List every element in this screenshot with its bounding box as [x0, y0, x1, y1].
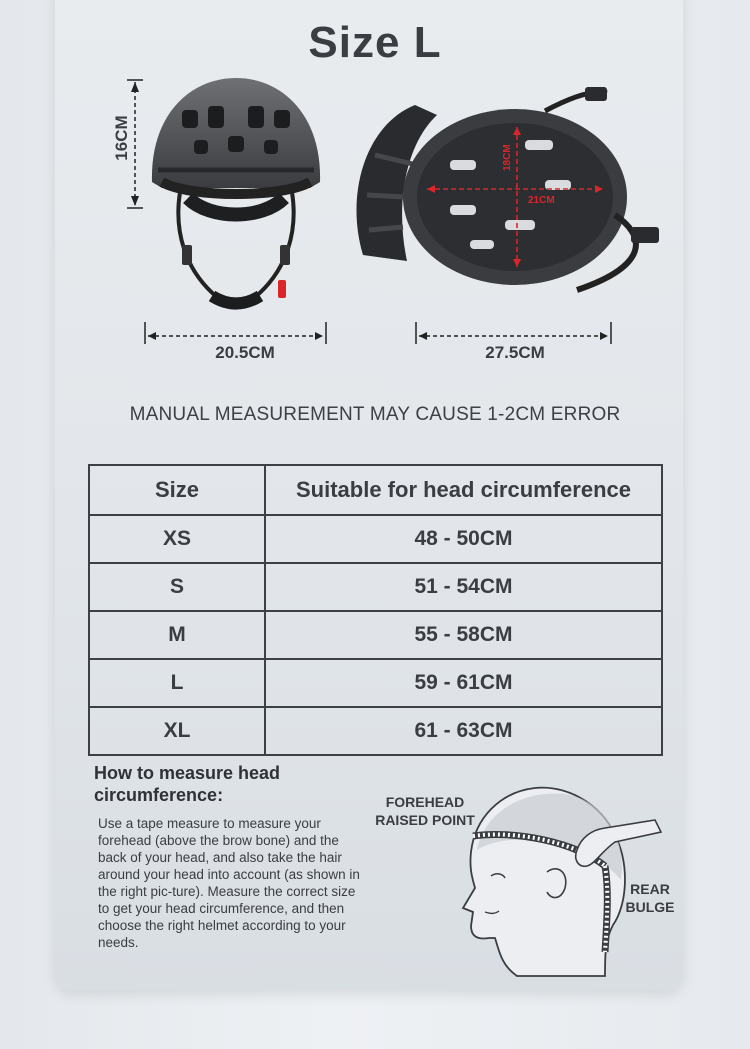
size-cell: M: [89, 611, 265, 659]
table-row: [89, 659, 662, 707]
height-dimension-label: 16CM: [112, 115, 131, 161]
size-table: [88, 464, 663, 756]
helmet-front-image: [110, 70, 350, 320]
table-header-row: [89, 465, 662, 515]
how-to-title: How to measure head circumference:: [94, 763, 281, 805]
forehead-label-line1: FOREHEAD: [385, 794, 465, 810]
range-cell: 48 - 50CM: [265, 515, 662, 563]
size-cell: XL: [89, 707, 265, 755]
size-cell: XS: [89, 515, 265, 563]
rear-label-line2: BULGE: [625, 899, 675, 915]
circumference-column-header: Suitable for head circumference: [265, 465, 662, 515]
table-row: [89, 707, 662, 755]
range-cell: 51 - 54CM: [265, 563, 662, 611]
table-row: [89, 563, 662, 611]
rear-label-line1: REAR: [630, 881, 670, 897]
forehead-label-line2: RAISED POINT: [375, 812, 475, 828]
side-length-label: 27.5CM: [485, 343, 545, 362]
page-title: Size L: [308, 18, 442, 67]
helmet-inner-image: [345, 85, 665, 305]
inner-length-label: 18CM: [502, 144, 513, 171]
how-to-text: Use a tape measure to measure your forehead (above the brow bone) and the back of your head, and also take the hair around your head into account (as shown in the right pic-ture). Measure the correct size to get your head circumference, and then choose the right helmet according to your needs.: [98, 816, 360, 950]
range-cell: 55 - 58CM: [265, 611, 662, 659]
table-row: [89, 611, 662, 659]
front-width-label: 20.5CM: [215, 343, 275, 362]
measurement-note: MANUAL MEASUREMENT MAY CAUSE 1-2CM ERROR: [129, 404, 621, 425]
inner-width-label: 21CM: [528, 195, 555, 206]
size-cell: L: [89, 659, 265, 707]
size-column-header: Size: [89, 465, 265, 515]
forehead-label: [370, 793, 480, 829]
range-cell: 59 - 61CM: [265, 659, 662, 707]
size-cell: S: [89, 563, 265, 611]
rear-label: [620, 880, 680, 916]
range-cell: 61 - 63CM: [265, 707, 662, 755]
table-row: [89, 515, 662, 563]
